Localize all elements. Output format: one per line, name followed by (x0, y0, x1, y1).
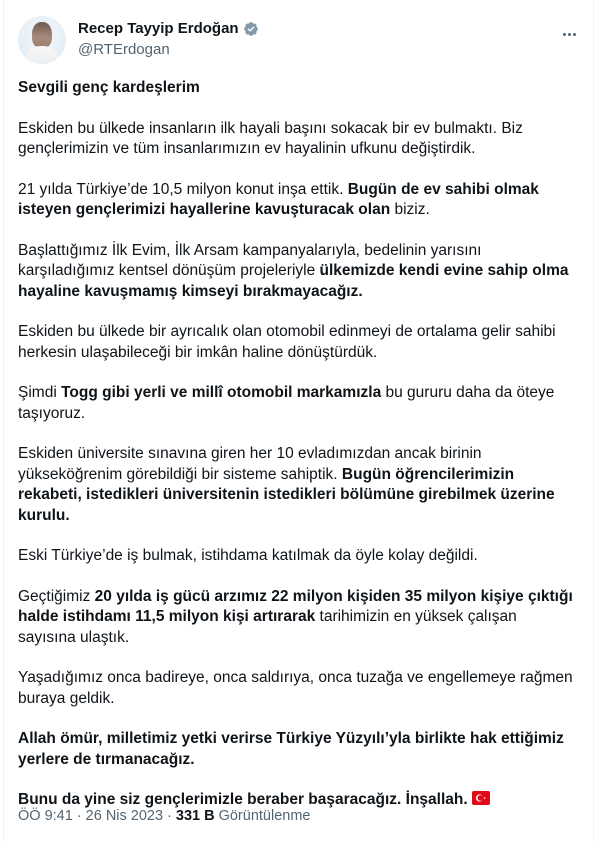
bold-text-segment: Allah ömür, milletimiz yetki verirse Türkiye Yüzyılı’yla birlikte hak ettiğimiz yerlere de tırmanacağız. (18, 730, 564, 768)
tweet-paragraph (18, 241, 574, 303)
text-segment: Yaşadığımız onca badireye, onca saldırıya, onca tuzağa ve engellemeye rağmen buraya geldik. (18, 669, 573, 707)
text-segment: 21 yılda Türkiye’de 10,5 milyon konut inşa ettik. (18, 180, 348, 198)
avatar-face (32, 22, 52, 48)
views-label: Görüntülenme (218, 808, 311, 824)
text-segment: biziz. (390, 201, 430, 218)
verified-badge-icon (243, 21, 259, 37)
bold-text-segment: Togg gibi yerli ve millî otomobil markamızla (61, 384, 382, 401)
tweet-paragraph (18, 587, 574, 649)
text-segment: Eskiden üniversite sınavına giren her 10 evladımızdan ancak birinin yükseköğrenim görebildiği bir sisteme sahiptik. (18, 445, 482, 483)
tweet-time[interactable]: ÖÖ 9:41 (18, 808, 73, 824)
text-segment: Eski Türkiye’de iş bulmak, istihdama katılmak da öyle kolay değildi. (18, 547, 478, 564)
avatar[interactable] (18, 16, 66, 64)
text-segment: bu gururu daha da öteye taşıyoruz. (18, 384, 555, 422)
tweet-greeting: Sevgili genç kardeşlerim (18, 79, 200, 96)
bold-text-segment: Bugün de ev sahibi olmak isteyen gençlerimizi hayallerine kavuşturacak olan (18, 180, 539, 218)
avatar-shirt (26, 46, 58, 64)
text-segment: Geçtiğimiz (18, 587, 95, 605)
separator: · (76, 808, 82, 824)
tweet-meta (18, 808, 310, 824)
separator: · (167, 808, 172, 824)
views-count: 331 B (175, 808, 215, 824)
text-segment: Eskiden bu ülkede insanların ilk hayali başını sokacak bir ev bulmaktı. Biz gençlerimizin ve tüm insanlarımızın ev hayalinin ufkunu değiştirdik. (18, 119, 523, 157)
author-name-row (78, 20, 259, 37)
tweet-paragraph (18, 180, 574, 221)
tweet-header (18, 16, 588, 66)
tweet-paragraph (18, 729, 574, 770)
tweet-paragraph (18, 383, 574, 424)
bold-text-segment: Bugün öğrencilerimizin rekabeti, istedikleri üniversitenin istedikleri bölümüne girebilmek üzerine kurulu. (18, 465, 555, 524)
tweet-paragraph (18, 546, 574, 567)
turkey-flag-icon (472, 791, 490, 805)
tweet-date[interactable]: 26 Nis 2023 (85, 808, 164, 824)
author-display-name[interactable]: Recep Tayyip Erdoğan (78, 20, 239, 37)
tweet-paragraph (18, 119, 574, 160)
tweet-paragraph (18, 444, 574, 526)
tweet-paragraphs (18, 119, 574, 811)
tweet-paragraph (18, 668, 574, 709)
author-handle[interactable]: @RTErdogan (78, 41, 170, 58)
tweet-text (18, 78, 574, 831)
bold-text-segment: 20 yılda iş gücü arzımız 22 milyon kişiden 35 milyon kişiye çıktığı halde istihdamı 11,5 milyon kişi artırarak (18, 587, 573, 625)
text-segment: Şimdi (18, 384, 62, 401)
tweet-paragraph (18, 322, 574, 363)
text-segment: tarihimizin en yüksek çalışan sayısına ulaştık. (18, 608, 517, 646)
bold-text-segment: ülkemizde kendi evine sahip olma hayaline kavuşmamış kimseyi bırakmayacağız. (18, 262, 569, 300)
bold-text-segment: Bunu da yine siz gençlerimizle beraber başaracağız. İnşallah. (18, 791, 468, 808)
text-segment: Eskiden bu ülkede bir ayrıcalık olan otomobil edinmeyi de ortalama gelir sahibi herkesin ulaşabileceği bir imkân haline dönüştürdük. (18, 323, 556, 361)
more-options-icon[interactable] (554, 24, 584, 44)
text-segment: Başlattığımız İlk Evim, İlk Arsam kampanyalarıyla, bedelinin yarısını karşıladığımız kentsel dönüşüm projeleriyle (18, 241, 482, 279)
tweet-card (3, 0, 594, 841)
